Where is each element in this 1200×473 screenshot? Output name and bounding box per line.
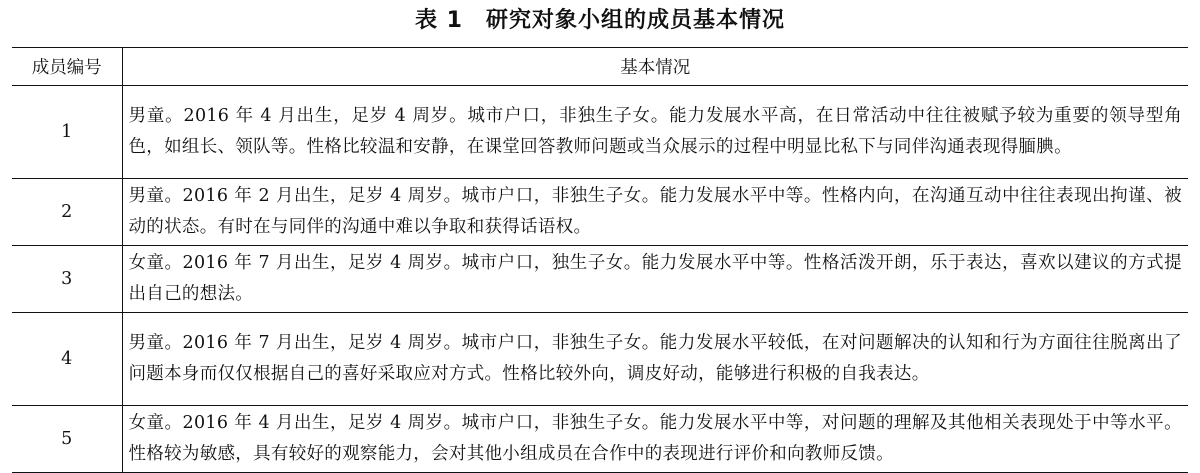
table-row	[12, 406, 1188, 473]
member-id-cell: 5	[12, 406, 122, 473]
header-basic-info: 基本情况	[620, 58, 691, 78]
table-row	[12, 246, 1188, 313]
member-description-cell: 女童。2016 年 4 月出生，足岁 4 周岁。城市户口，非独生子女。能力发展水平中等，对问题的理解及其他相关表现处于中等水平。性格较为敏感，具有较好的观察能力，会对其他小组成员在合作中的表现进行评价和向教师反馈。	[128, 413, 1182, 464]
table-header-row	[12, 48, 1188, 86]
members-table	[12, 47, 1188, 473]
table-title: 表 1 研究对象小组的成员基本情况	[415, 8, 785, 33]
member-id-cell: 2	[12, 179, 122, 246]
member-description-cell: 女童。2016 年 7 月出生，足岁 4 周岁。城市户口，独生子女。能力发展水平中等。性格活泼开朗，乐于表达，喜欢以建议的方式提出自己的想法。	[128, 253, 1182, 304]
member-id-cell: 4	[12, 313, 122, 406]
member-description-cell: 男童。2016 年 4 月出生，足岁 4 周岁。城市户口，非独生子女。能力发展水平高，在日常活动中往往被赋予较为重要的领导型角色，如组长、领队等。性格比较温和安静，在课堂回答教师问题或当众展示的过程中明显比私下与同伴沟通表现得腼腆。	[128, 106, 1182, 157]
table-row	[12, 179, 1188, 246]
member-id-cell: 3	[12, 246, 122, 313]
header-member-id: 成员编号	[12, 48, 122, 86]
member-id-cell: 1	[12, 86, 122, 179]
member-description-cell: 男童。2016 年 7 月出生，足岁 4 周岁。城市户口，非独生子女。能力发展水平较低，在对问题解决的认知和行为方面往往脱离出了问题本身而仅仅根据自己的喜好采取应对方式。性格比较外向，调皮好动，能够进行积极的自我表达。	[128, 333, 1182, 384]
table-row	[12, 86, 1188, 179]
table-row	[12, 313, 1188, 406]
member-description-cell: 男童。2016 年 2 月出生，足岁 4 周岁。城市户口，非独生子女。能力发展水平中等。性格内向，在沟通互动中往往表现出拘谨、被动的状态。有时在与同伴的沟通中难以争取和获得话语权。	[128, 186, 1182, 237]
